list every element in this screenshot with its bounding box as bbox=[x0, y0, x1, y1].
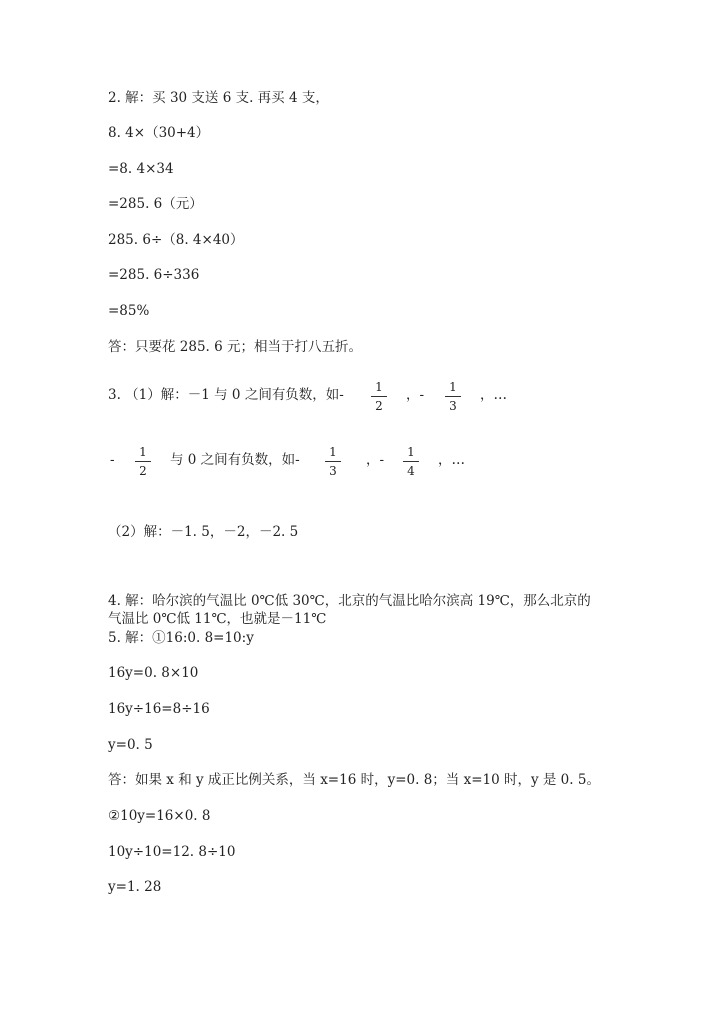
fraction-numerator: 1 bbox=[407, 445, 415, 459]
fraction-numerator: 1 bbox=[139, 445, 147, 459]
fraction-one-third bbox=[323, 444, 343, 479]
fraction-denominator: 3 bbox=[449, 399, 457, 413]
fraction-denominator: 3 bbox=[329, 464, 337, 478]
fraction-bar bbox=[403, 461, 419, 462]
q2-line-1: 2. 解：买 30 支送 6 支. 再买 4 支， bbox=[108, 90, 329, 106]
q2-line-5: 285. 6÷（8. 4×40） bbox=[108, 232, 244, 248]
fraction-denominator: 2 bbox=[375, 399, 383, 413]
q4-line-1: 4. 解：哈尔滨的气温比 0℃低 30℃，北京的气温比哈尔滨高 19℃，那么北京的 bbox=[108, 593, 591, 609]
q3-part-2: （2）解：－1. 5，－2，－2. 5 bbox=[108, 524, 299, 540]
q3-line-1-tail: ，… bbox=[480, 387, 507, 403]
q3-line-2-sep: ，- bbox=[366, 452, 385, 468]
q3-line-2-dash: - bbox=[110, 452, 115, 468]
q2-line-4: =285. 6（元） bbox=[108, 196, 203, 212]
q2-line-6: =285. 6÷336 bbox=[108, 267, 200, 283]
fraction-bar bbox=[445, 396, 461, 397]
fraction-one-quarter bbox=[401, 444, 421, 479]
q2-answer: 答：只要花 285. 6 元；相当于打八五折。 bbox=[108, 339, 363, 355]
fraction-numerator: 1 bbox=[375, 380, 383, 394]
q3-line-2-text: 与 0 之间有负数，如- bbox=[170, 452, 300, 468]
q5-line-4: y=0. 5 bbox=[108, 737, 153, 753]
q3-line-2-tail: ，… bbox=[438, 452, 465, 468]
fraction-bar bbox=[325, 461, 341, 462]
fraction-one-third bbox=[443, 379, 463, 414]
fraction-bar bbox=[371, 396, 387, 397]
q5-line-6: ②10y=16×0. 8 bbox=[108, 808, 211, 824]
q5-line-1: 5. 解：①16:0. 8=10:y bbox=[108, 630, 254, 646]
fraction-one-half bbox=[133, 444, 153, 479]
q5-line-8: y=1. 28 bbox=[108, 879, 162, 895]
fraction-bar bbox=[135, 461, 151, 462]
q5-line-2: 16y=0. 8×10 bbox=[108, 665, 199, 681]
q2-line-3: =8. 4×34 bbox=[108, 161, 174, 177]
q2-line-7: =85% bbox=[108, 303, 150, 319]
q2-line-2: 8. 4×（30+4） bbox=[108, 125, 210, 141]
fraction-denominator: 2 bbox=[139, 464, 147, 478]
fraction-numerator: 1 bbox=[329, 445, 337, 459]
fraction-numerator: 1 bbox=[449, 380, 457, 394]
q5-line-7: 10y÷10=12. 8÷10 bbox=[108, 844, 236, 860]
q5-answer: 答：如果 x 和 y 成正比例关系，当 x=16 时，y=0. 8；当 x=10 时，y 是 0. 5。 bbox=[108, 772, 600, 788]
fraction-denominator: 4 bbox=[407, 464, 415, 478]
q3-line-1-sep: ，- bbox=[406, 387, 425, 403]
q5-line-3: 16y÷16=8÷16 bbox=[108, 701, 210, 717]
q3-line-1-text: 3. （1）解：－1 与 0 之间有负数，如- bbox=[108, 387, 344, 403]
fraction-one-half bbox=[369, 379, 389, 414]
q4-line-2: 气温比 0℃低 11℃，也就是－11℃ bbox=[108, 611, 327, 627]
